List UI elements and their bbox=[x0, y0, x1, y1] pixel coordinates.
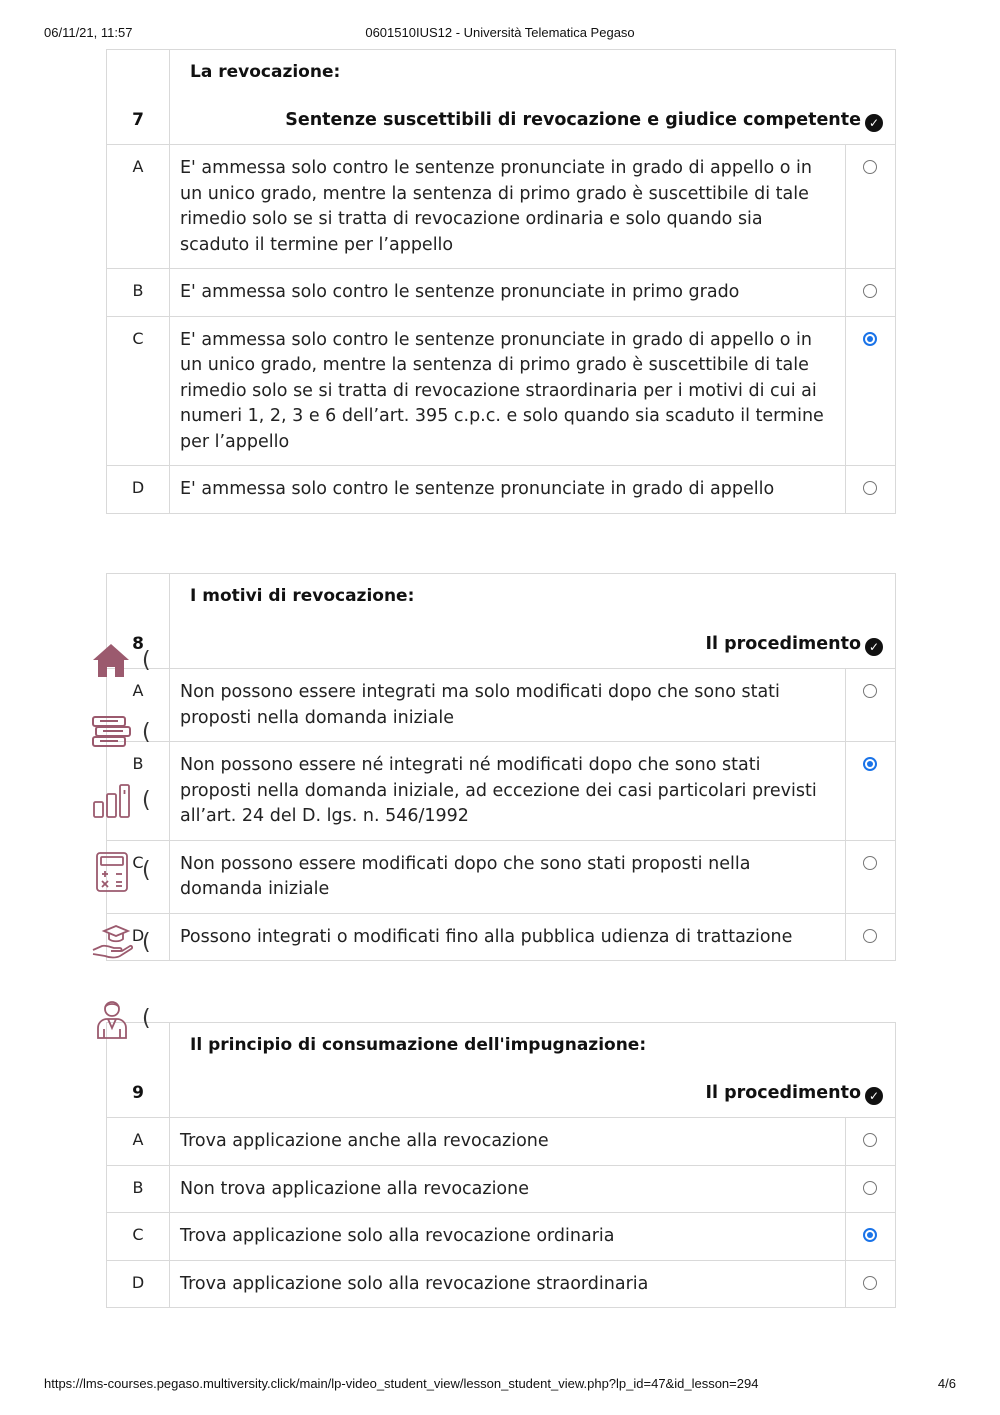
answer-radio[interactable] bbox=[863, 684, 877, 698]
answer-text: Trova applicazione anche alla revocazione bbox=[170, 1118, 846, 1166]
calculator-icon bbox=[90, 850, 132, 894]
nav-paren: ( bbox=[142, 1006, 151, 1031]
question-topic bbox=[190, 634, 883, 656]
graduation-hand-icon bbox=[90, 922, 134, 962]
check-circle-icon: ✓ bbox=[865, 1087, 883, 1105]
nav-tutor[interactable] bbox=[88, 998, 158, 1043]
answer-row bbox=[107, 742, 896, 841]
tutor-person-icon bbox=[90, 998, 132, 1040]
question-text: I motivi di revocazione: bbox=[190, 586, 415, 606]
answer-row bbox=[107, 316, 896, 466]
answer-row bbox=[107, 1165, 896, 1213]
topic-label: Il procedimento bbox=[705, 634, 861, 654]
question-number: 7 bbox=[107, 50, 170, 145]
answer-letter: D bbox=[107, 1260, 170, 1308]
nav-paren: ( bbox=[142, 788, 151, 813]
answer-row bbox=[107, 145, 896, 269]
answer-letter: D bbox=[107, 913, 170, 961]
answer-text: Trova applicazione solo alla revocazione straordinaria bbox=[170, 1260, 846, 1308]
answer-radio[interactable] bbox=[863, 1133, 877, 1147]
print-datetime: 06/11/21, 11:57 bbox=[44, 25, 133, 40]
answer-text: E' ammessa solo contro le sentenze pronunciate in primo grado bbox=[170, 269, 846, 317]
answer-radio[interactable] bbox=[863, 481, 877, 495]
topic-label: Sentenze suscettibili di revocazione e giudice competente bbox=[285, 110, 861, 130]
topic-label: Il procedimento bbox=[705, 1083, 861, 1103]
nav-statistics[interactable] bbox=[88, 780, 158, 825]
print-page-number: 4/6 bbox=[937, 1376, 956, 1391]
question-text: Il principio di consumazione dell'impugnazione: bbox=[190, 1035, 647, 1055]
answer-radio[interactable] bbox=[863, 1276, 877, 1290]
answer-letter: A bbox=[107, 669, 170, 742]
bar-chart-icon bbox=[90, 780, 132, 820]
question-header-row bbox=[107, 574, 896, 669]
answer-letter: B bbox=[107, 1165, 170, 1213]
answer-letter: A bbox=[107, 145, 170, 269]
question-number: 9 bbox=[107, 1023, 170, 1118]
question-header bbox=[170, 1023, 896, 1118]
answer-radio-selected[interactable] bbox=[863, 757, 877, 771]
answer-letter: B bbox=[107, 742, 170, 841]
answer-radio-selected[interactable] bbox=[863, 332, 877, 346]
answer-text: Non possono essere né integrati né modificati dopo che sono stati proposti nella domanda iniziale, ad eccezione dei casi particolari previsti all’art. 24 del D. lgs. n. 546/1992 bbox=[170, 742, 846, 841]
answer-row bbox=[107, 1118, 896, 1166]
answer-letter: C bbox=[107, 840, 170, 913]
nav-paren: ( bbox=[142, 930, 151, 955]
question-8-table bbox=[106, 573, 896, 961]
answer-text: E' ammessa solo contro le sentenze pronunciate in grado di appello bbox=[170, 466, 846, 514]
answer-row bbox=[107, 1213, 896, 1261]
nav-paren: ( bbox=[142, 858, 151, 883]
question-header bbox=[170, 574, 896, 669]
answer-text: Trova applicazione solo alla revocazione ordinaria bbox=[170, 1213, 846, 1261]
print-page-title: 0601510IUS12 - Università Telematica Pegaso bbox=[365, 25, 635, 40]
answer-text: E' ammessa solo contro le sentenze pronunciate in grado di appello o in un unico grado, mentre la sentenza di primo grado è suscettibile di tale rimedio solo se si tratta di revocazione straordinaria per i motivi di cui ai numeri 1, 2, 3 e 6 dell’art. 395 c.p.c. e solo quando sia scaduto il termine per l’appello bbox=[170, 316, 846, 466]
nav-library[interactable] bbox=[88, 712, 158, 757]
answer-row bbox=[107, 840, 896, 913]
home-icon bbox=[90, 640, 132, 680]
nav-paren: ( bbox=[142, 720, 151, 745]
answer-text: Non possono essere integrati ma solo modificati dopo che sono stati proposti nella domanda iniziale bbox=[170, 669, 846, 742]
question-text: La revocazione: bbox=[190, 62, 341, 82]
nav-calculator[interactable] bbox=[88, 850, 158, 895]
nav-home[interactable] bbox=[88, 640, 158, 685]
check-circle-icon: ✓ bbox=[865, 638, 883, 656]
question-topic bbox=[190, 1083, 883, 1105]
answer-letter: C bbox=[107, 1213, 170, 1261]
answer-text: E' ammessa solo contro le sentenze pronunciate in grado di appello o in un unico grado, mentre la sentenza di primo grado è suscettibile di tale rimedio solo se si tratta di revocazione ordinaria e solo quando sia scaduto il termine per l’appello bbox=[170, 145, 846, 269]
answer-radio[interactable] bbox=[863, 1181, 877, 1195]
answer-letter: D bbox=[107, 466, 170, 514]
answer-row bbox=[107, 269, 896, 317]
nav-paren: ( bbox=[142, 648, 151, 673]
answer-letter: A bbox=[107, 1118, 170, 1166]
answer-radio[interactable] bbox=[863, 284, 877, 298]
nav-education[interactable] bbox=[88, 922, 158, 967]
answer-letter: C bbox=[107, 316, 170, 466]
answer-radio[interactable] bbox=[863, 929, 877, 943]
check-circle-icon: ✓ bbox=[865, 114, 883, 132]
question-7-table bbox=[106, 49, 896, 514]
question-header-row bbox=[107, 50, 896, 145]
question-header-row bbox=[107, 1023, 896, 1118]
answer-letter: B bbox=[107, 269, 170, 317]
answer-row bbox=[107, 1260, 896, 1308]
answer-text: Non possono essere modificati dopo che sono stati proposti nella domanda iniziale bbox=[170, 840, 846, 913]
books-icon bbox=[90, 712, 132, 752]
question-topic bbox=[190, 110, 883, 132]
answer-radio[interactable] bbox=[863, 856, 877, 870]
print-footer-url: https://lms-courses.pegaso.multiversity.click/main/lp-video_student_view/lesson_student_view.php?lp_id=47&id_lesson=294 bbox=[44, 1376, 759, 1391]
answer-row bbox=[107, 913, 896, 961]
question-header bbox=[170, 50, 896, 145]
answer-row bbox=[107, 466, 896, 514]
answer-radio[interactable] bbox=[863, 160, 877, 174]
answer-text: Non trova applicazione alla revocazione bbox=[170, 1165, 846, 1213]
answer-text: Possono integrati o modificati fino alla pubblica udienza di trattazione bbox=[170, 913, 846, 961]
answer-radio-selected[interactable] bbox=[863, 1228, 877, 1242]
answer-row bbox=[107, 669, 896, 742]
question-9-table bbox=[106, 1022, 896, 1308]
question-number: 8 bbox=[107, 574, 170, 669]
